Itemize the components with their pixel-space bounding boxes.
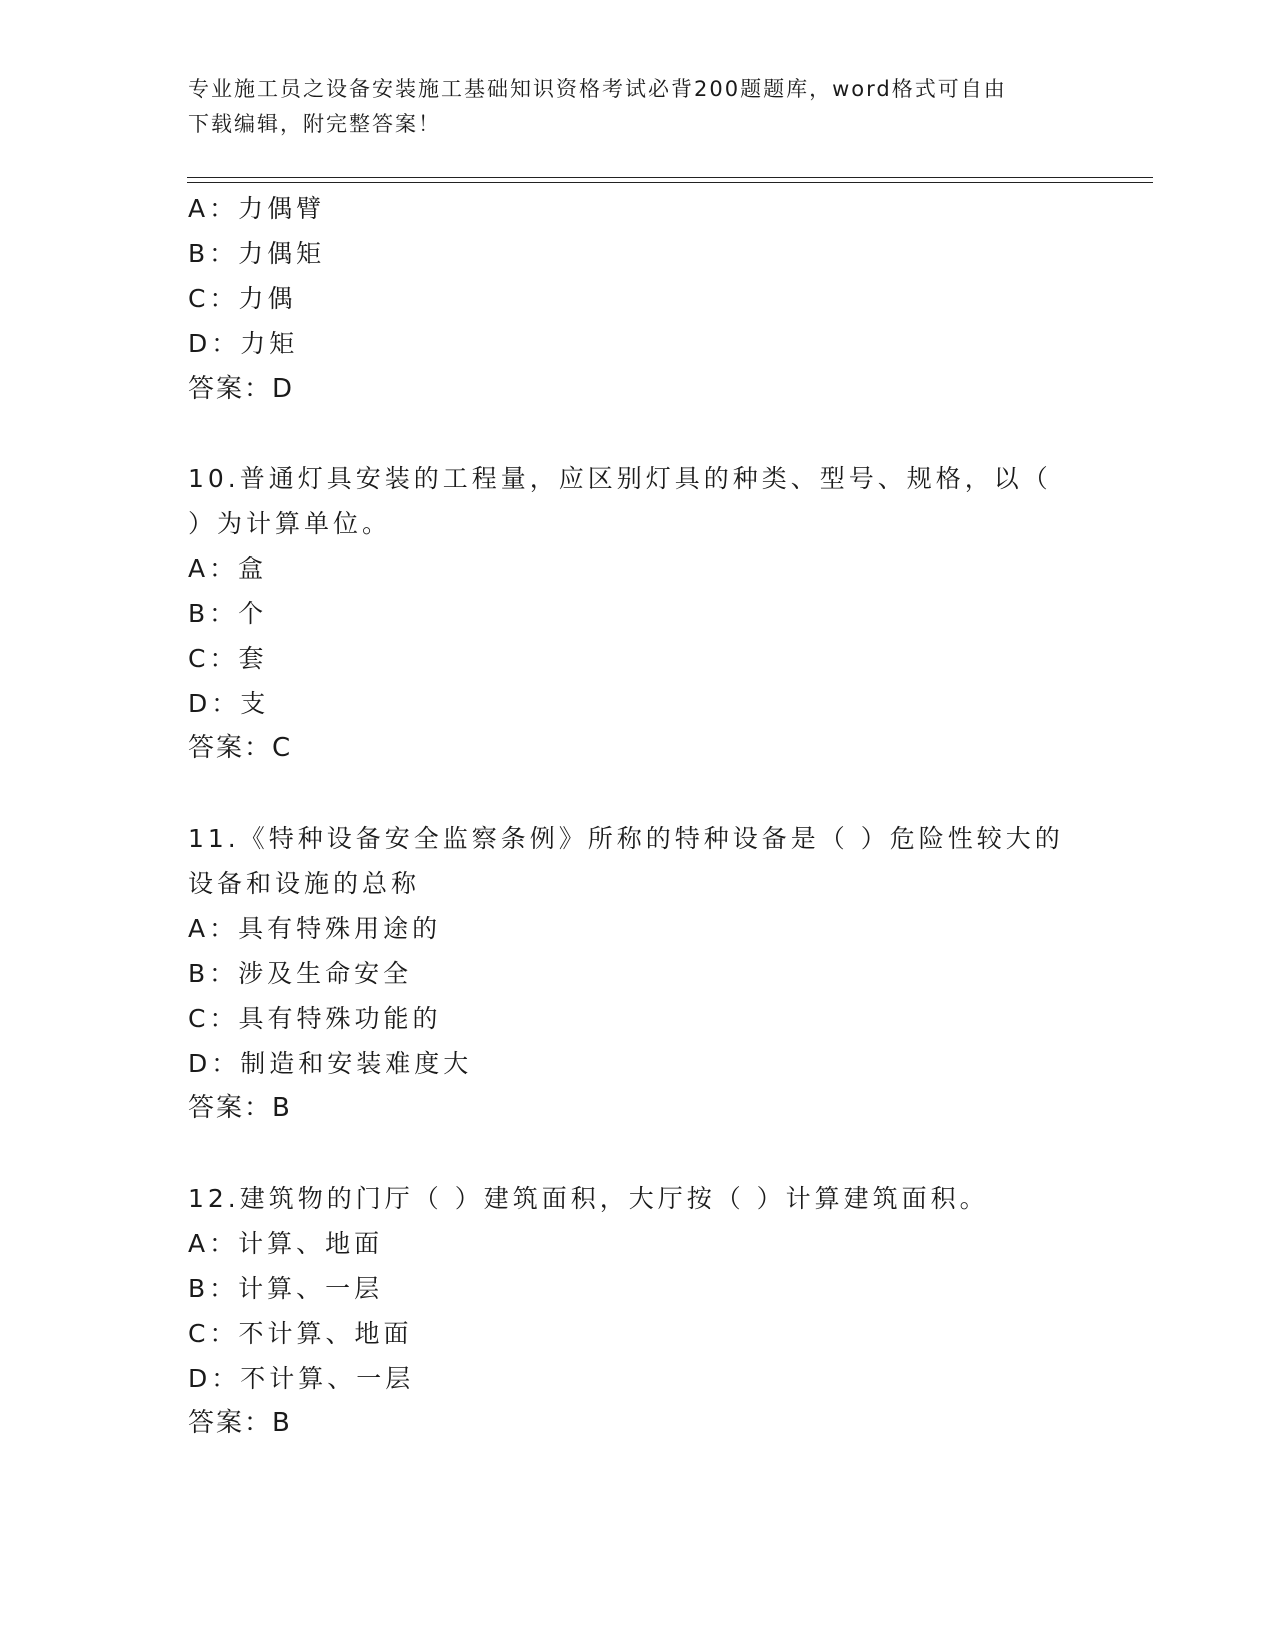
q11-answer: 答案：B	[188, 1093, 292, 1123]
q9-option-d: D：力矩	[188, 329, 299, 358]
q10-stem-line-2: ）为计算单位。	[188, 509, 392, 538]
q10-stem-line-1: 10.普通灯具安装的工程量，应区别灯具的种类、型号、规格，以（	[188, 464, 1052, 493]
q10-option-b: B：个	[188, 599, 268, 628]
q11-stem-line-2: 设备和设施的总称	[188, 869, 421, 898]
q11-option-a: A：具有特殊用途的	[188, 914, 442, 943]
q9-answer: 答案：D	[188, 374, 295, 404]
q12-option-a: A：计算、地面	[188, 1229, 384, 1258]
q11-option-b: B：涉及生命安全	[188, 959, 413, 988]
header-divider-top	[187, 177, 1153, 178]
q9-option-a: A：力偶臂	[188, 194, 326, 223]
q12-option-d: D：不计算、一层	[188, 1364, 415, 1393]
q12-answer: 答案：B	[188, 1408, 292, 1438]
q11-option-d: D：制造和安装难度大	[188, 1049, 473, 1078]
q10-option-d: D：支	[188, 689, 270, 718]
q9-option-b: B：力偶矩	[188, 239, 326, 268]
header-divider-bottom	[187, 182, 1153, 183]
q11-stem-line-1: 11.《特种设备安全监察条例》所称的特种设备是（ ）危险性较大的	[188, 824, 1064, 853]
q10-option-c: C：套	[188, 644, 268, 673]
q9-option-c: C：力偶	[188, 284, 297, 313]
q11-option-c: C：具有特殊功能的	[188, 1004, 442, 1033]
document-header	[188, 72, 1088, 142]
q10-answer: 答案：C	[188, 733, 293, 763]
header-line-2: 下载编辑，附完整答案！	[188, 112, 441, 136]
q12-stem-line-1: 12.建筑物的门厅（ ）建筑面积，大厅按（ ）计算建筑面积。	[188, 1184, 989, 1213]
q12-option-b: B：计算、一层	[188, 1274, 384, 1303]
header-line-1: 专业施工员之设备安装施工基础知识资格考试必背200题题库，word格式可自由	[188, 77, 1007, 101]
q10-option-a: A：盒	[188, 554, 268, 583]
q12-option-c: C：不计算、地面	[188, 1319, 413, 1348]
